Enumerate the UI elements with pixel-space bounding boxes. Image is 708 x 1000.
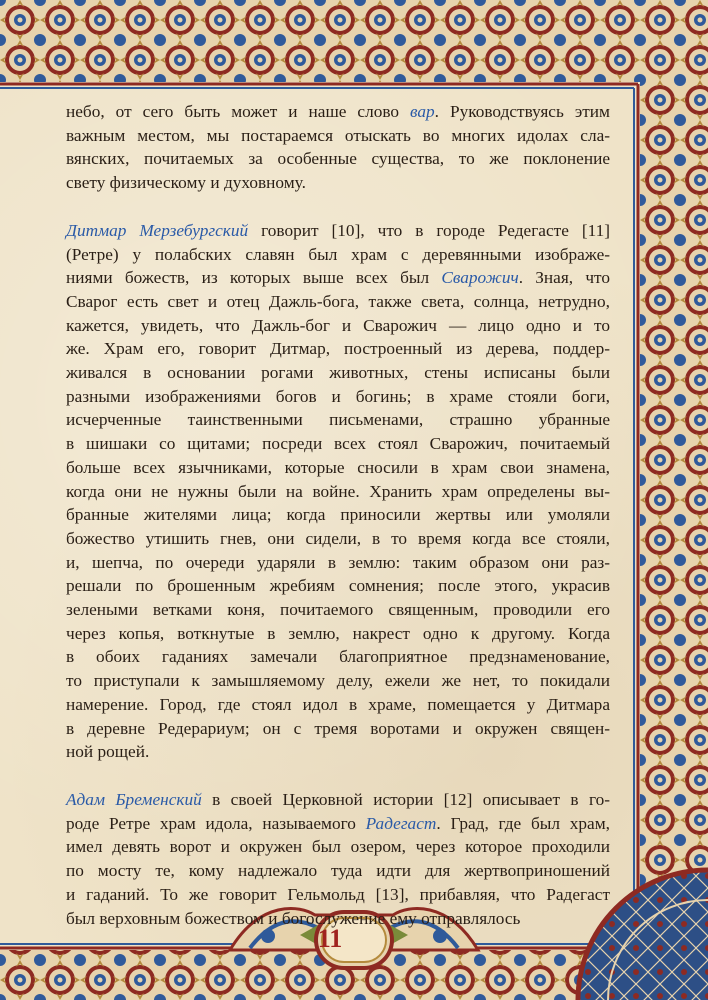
text-line (66, 740, 610, 764)
text-run: разными изображениями богов и богинь; в храме стояли боги, (66, 386, 610, 406)
text-run: через копья, воткнутые в землю, накрест одно к другому. Когда (66, 623, 610, 643)
text-line (66, 859, 610, 883)
text-run: решали по брошенным жребиям сомнения; после этого, украсив (66, 576, 610, 596)
border-right (640, 0, 708, 1000)
text-run: же. Храм его, говорит Дитмар, построенный из дерева, поддер- (66, 339, 610, 359)
text-run: был верховным божеством и богослужение ему отправлялось (66, 908, 521, 928)
text-line (66, 669, 610, 693)
person-or-deity-name: Адам Бременский (66, 789, 202, 809)
text-line (66, 527, 610, 551)
text-line (66, 598, 610, 622)
text-run: в шишаки со щитами; посреди всех стоял Сварожич, почитаемый (66, 434, 610, 454)
border-top (0, 0, 708, 82)
text-line (66, 243, 610, 267)
text-line (66, 622, 610, 646)
text-run: божество утишить гнев, они сидели, в то время когда все стояли, (66, 528, 610, 548)
text-run: говорит [10], что в городе Редегасте [11] (248, 220, 610, 240)
text-line (66, 147, 610, 171)
text-line (66, 503, 610, 527)
text-run: в деревне Редерариум; он с тремя воротами и окружен священ- (66, 718, 610, 738)
text-run: . Град, где был храм, (436, 813, 610, 833)
text-line (66, 551, 610, 575)
text-run: (Ретре) у полабских славян был храм с деревянными изображе- (66, 244, 610, 264)
paragraph (66, 100, 610, 195)
text-line (66, 100, 610, 124)
text-run: роде Ретре храм идола, называемого (66, 813, 366, 833)
text-line (66, 408, 610, 432)
paragraph (66, 219, 610, 764)
text-line (66, 266, 610, 290)
text-run: намерение. Город, где стоял идол в храме, помещается у Дитмара (66, 694, 610, 714)
text-run: зелеными ветками коня, почитаемого священным, проводили его (66, 600, 610, 620)
text-line (66, 480, 610, 504)
text-run: . Руководствуясь этим (434, 102, 610, 121)
text-line (66, 171, 610, 195)
text-line (66, 574, 610, 598)
paragraph (66, 788, 610, 930)
text-run: Сварог есть свет и отец Дажль-бога, также света, солнца, нетрудно, (66, 291, 610, 311)
text-run: в своей Церковной истории [12] описывает в го- (201, 789, 611, 809)
body-text (66, 100, 610, 954)
text-line (66, 693, 610, 717)
text-run: исчерченные таинственными письменами, страшно убранные (66, 410, 610, 430)
text-line (66, 361, 610, 385)
text-line (66, 456, 610, 480)
text-run: небо, от сего быть может и наше слово (66, 102, 410, 121)
text-line (66, 717, 610, 741)
text-line (66, 788, 610, 812)
person-or-deity-name: Дитмар Мерзебургский (66, 220, 249, 240)
text-line (66, 337, 610, 361)
text-run: свету физическому и духовному. (66, 173, 306, 193)
text-run: имел девять ворот и окружен был озером, через которое проходили (66, 837, 610, 857)
text-run: . Зная, что (518, 268, 610, 288)
person-or-deity-name: вар (410, 102, 435, 121)
person-or-deity-name: Радегаст (365, 813, 437, 833)
text-run: ниями божеств, из которых выше всех был (66, 268, 442, 288)
text-run: бранные жителями лица; когда приносили жертвы или умоляли (66, 505, 610, 525)
text-line (66, 385, 610, 409)
text-run: вянских, почитаемых за особенные существа, то же поклонение (66, 149, 610, 169)
page-number: 11 (317, 924, 343, 953)
text-line (66, 124, 610, 148)
text-line (66, 219, 610, 243)
text-line (66, 645, 610, 669)
text-run: по мосту те, кому надлежало туда идти для жертвоприношений (66, 861, 610, 881)
person-or-deity-name: Сварожич (441, 268, 519, 288)
text-line (66, 835, 610, 859)
text-run: кажется, увидеть, что Дажль-бог и Сварожич — лицо одно и то (66, 315, 610, 335)
text-line (66, 883, 610, 907)
text-run: когда они не нужны были на войне. Хранить храм определены вы- (66, 481, 610, 501)
text-run: то приступали к замышляемому делу, ежели же нет, то покидали (66, 671, 610, 691)
text-line (66, 432, 610, 456)
text-run: больше всех язычниками, которые сносили в храм свои знамена, (66, 457, 610, 477)
text-run: живался в основании рогами животных, стены исписаны были (66, 363, 610, 383)
text-line (66, 290, 610, 314)
text-run: в обоих гаданиях замечали благоприятное предзнаменование, (66, 647, 610, 667)
text-line (66, 314, 610, 338)
text-run: и гаданий. То же говорит Гельмольд [13], прибавляя, что Радегаст (66, 884, 610, 904)
text-line (66, 812, 610, 836)
text-run: ной рощей. (66, 742, 150, 762)
text-run: и, шепча, по очереди ударяли в землю: таким образом они раз- (66, 552, 610, 572)
text-run: важным местом, мы постараемся отыскать во многих идолах сла- (66, 125, 610, 145)
